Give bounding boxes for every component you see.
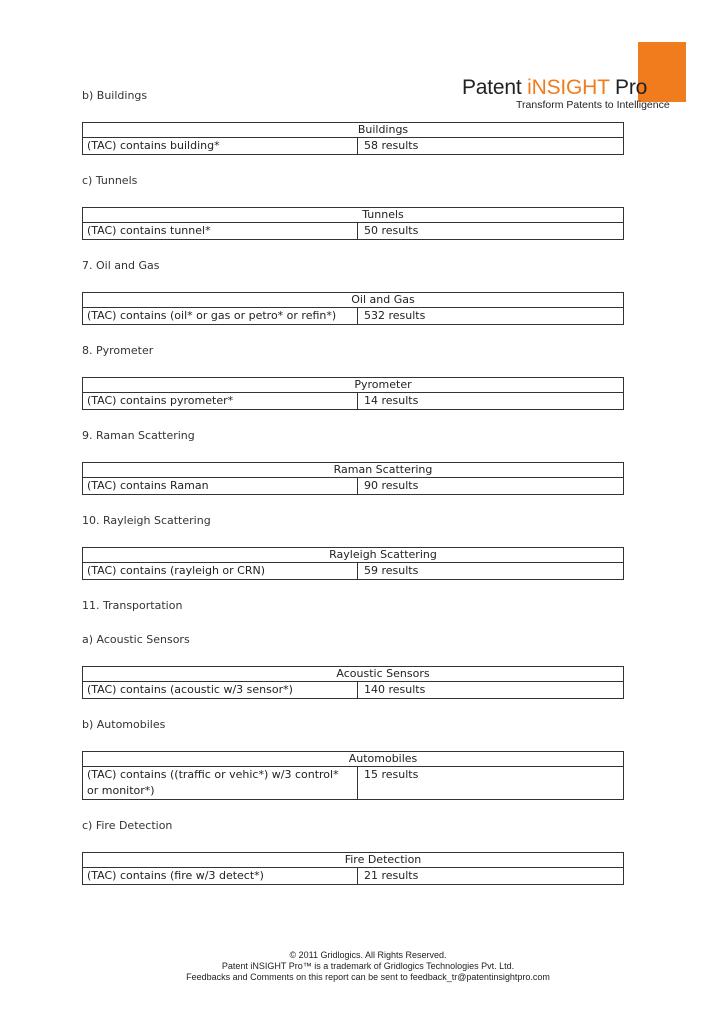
query-cell: (TAC) contains tunnel*	[83, 223, 358, 239]
results-cell: 15 results	[364, 768, 419, 781]
results-cell: 14 results	[364, 394, 419, 407]
table-row	[83, 682, 623, 698]
results-cell: 21 results	[364, 869, 419, 882]
table-row	[83, 767, 623, 799]
section-heading: 10. Rayleigh Scattering	[82, 514, 211, 527]
table-title: Fire Detection	[83, 853, 623, 868]
query-cell: (TAC) contains ((traffic or vehic*) w/3 control* or monitor*)	[83, 767, 358, 799]
query-cell: (TAC) contains Raman	[83, 478, 358, 494]
page-footer	[0, 950, 728, 983]
table-title: Raman Scattering	[83, 463, 623, 478]
results-table	[82, 852, 624, 885]
query-cell: (TAC) contains building*	[83, 138, 358, 154]
table-row	[83, 478, 623, 494]
logo-tagline: Transform Patents to Intelligence	[516, 99, 670, 111]
query-cell: (TAC) contains (acoustic w/3 sensor*)	[83, 682, 358, 698]
section-heading: c) Fire Detection	[82, 819, 173, 832]
section-heading: 11. Transportation	[82, 599, 183, 612]
footer-trademark: Patent iNSIGHT Pro™ is a trademark of Gridlogics Technologies Pvt. Ltd.	[221, 961, 515, 971]
query-cell: (TAC) contains pyrometer*	[83, 393, 358, 409]
section-heading: a) Acoustic Sensors	[82, 633, 190, 646]
table-title: Tunnels	[83, 208, 623, 223]
logo-title-insight: iNSIGHT	[527, 76, 610, 99]
table-row	[83, 393, 623, 409]
results-cell: 58 results	[364, 139, 419, 152]
results-table	[82, 751, 624, 800]
table-row	[83, 868, 623, 884]
table-row	[83, 138, 623, 154]
table-row	[83, 308, 623, 324]
logo-title-pro: Pro	[609, 76, 648, 99]
results-cell: 140 results	[364, 683, 426, 696]
results-cell: 59 results	[364, 564, 419, 577]
table-title: Oil and Gas	[83, 293, 623, 308]
section-heading: 9. Raman Scattering	[82, 429, 195, 442]
report-content	[82, 88, 624, 903]
results-cell: 532 results	[364, 309, 426, 322]
table-title: Buildings	[83, 123, 623, 138]
section-heading: b) Buildings	[82, 89, 148, 102]
results-cell: 50 results	[364, 224, 419, 237]
results-cell: 90 results	[364, 479, 419, 492]
section-heading: b) Automobiles	[82, 718, 166, 731]
footer-feedback: Feedbacks and Comments on this report can be sent to feedback_tr@patentinsightpro.com	[186, 972, 550, 982]
results-table	[82, 122, 624, 155]
table-title: Acoustic Sensors	[83, 667, 623, 682]
results-table	[82, 666, 624, 699]
query-cell: (TAC) contains (rayleigh or CRN)	[83, 563, 358, 579]
section-heading: c) Tunnels	[82, 174, 138, 187]
query-cell: (TAC) contains (fire w/3 detect*)	[83, 868, 358, 884]
results-table	[82, 547, 624, 580]
query-cell: (TAC) contains (oil* or gas or petro* or refin*)	[83, 308, 358, 324]
results-table	[82, 377, 624, 410]
table-title: Pyrometer	[83, 378, 623, 393]
logo-title-patent: Patent	[462, 76, 528, 99]
table-title: Rayleigh Scattering	[83, 548, 623, 563]
table-row	[83, 223, 623, 239]
table-title: Automobiles	[83, 752, 623, 767]
table-row	[83, 563, 623, 579]
section-heading: 8. Pyrometer	[82, 344, 154, 357]
results-table	[82, 292, 624, 325]
results-table	[82, 207, 624, 240]
results-table	[82, 462, 624, 495]
section-heading: 7. Oil and Gas	[82, 259, 160, 272]
footer-copyright: © 2011 Gridlogics. All Rights Reserved.	[289, 950, 447, 960]
